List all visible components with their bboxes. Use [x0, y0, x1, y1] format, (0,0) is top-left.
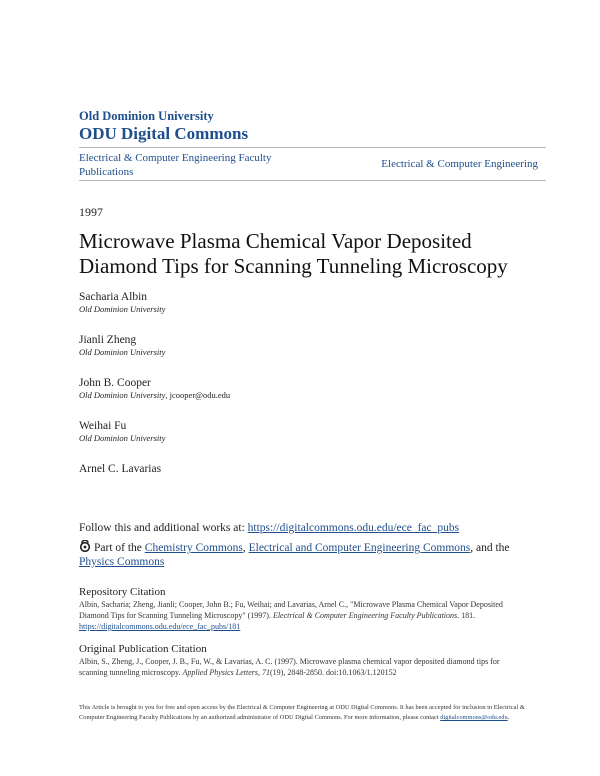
author-email[interactable]: , jcooper@odu.edu	[165, 390, 231, 400]
header-divider-bottom	[79, 180, 546, 181]
access-notice	[79, 703, 545, 723]
original-citation-heading: Original Publication Citation	[79, 643, 207, 655]
repository-citation	[79, 585, 519, 632]
original-citation-text	[79, 656, 519, 678]
department-link[interactable]: Electrical & Computer Engineering	[381, 158, 538, 170]
author-entry	[79, 376, 230, 401]
citation-number: . 181.	[457, 611, 476, 620]
author-entry	[79, 419, 230, 444]
citation-details: (19), 2848-2850. doi:10.1063/1.120152	[270, 668, 397, 677]
author-name[interactable]: Sacharia Albin	[79, 291, 148, 303]
follow-text: Follow this and additional works at:	[79, 522, 248, 534]
citation-body: Albin, S., Zheng, J., Cooper, J. B., Fu, W., & Lavarias, A. C. (1997). Microwave plasma chemical vapor deposited diamond tips for scanning tunneling microscopy.	[79, 657, 500, 677]
physics-commons-link[interactable]: Physics Commons	[79, 556, 165, 568]
author-affiliation: Old Dominion University	[79, 433, 166, 443]
citation-series: Electrical & Computer Engineering Faculty Publications	[272, 611, 458, 620]
article-title: Microwave Plasma Chemical Vapor Deposited Diamond Tips for Scanning Tunneling Microscopy	[79, 229, 508, 278]
author-entry	[79, 462, 230, 476]
citation-body: Albin, Sacharia; Zheng, Jianli; Cooper, John B.; Fu, Weihai; and Lavarias, Arnel C., "Microwave Plasma Chemical Vapor Deposited Diamond Tips for Scanning Tunneling Microscopy" (1997).	[79, 600, 503, 620]
author-affiliation: Old Dominion University	[79, 390, 166, 400]
author-name[interactable]: Jianli Zheng	[79, 334, 137, 346]
author-entry	[79, 333, 230, 358]
university-name: Old Dominion University	[79, 109, 214, 123]
chemistry-commons-link[interactable]: Chemistry Commons	[144, 542, 243, 554]
author-affiliation: Old Dominion University	[79, 304, 166, 314]
contact-email-link[interactable]: digitalcommons@odu.edu	[440, 714, 508, 721]
author-entry	[79, 290, 230, 315]
item-url-link[interactable]: https://digitalcommons.odu.edu/ece_fac_pubs/181	[79, 622, 241, 631]
part-of-separator: ,	[242, 542, 249, 554]
author-name[interactable]: Weihai Fu	[79, 420, 127, 432]
notice-text: This Article is brought to you for free and open access by the Electrical & Computer Engineering at ODU Digital Commons. It has been accepted for inclusion in Electrical & Computer Engineering Faculty Publications by an authorized administrator of ODU Digital Commons. For more information, please contact	[79, 704, 525, 721]
author-name[interactable]: John B. Cooper	[79, 377, 151, 389]
repository-citation-heading: Repository Citation	[79, 586, 166, 598]
publication-year: 1997	[79, 205, 103, 219]
header-divider-top	[79, 147, 546, 148]
collection-link[interactable]: Electrical & Computer Engineering Faculty Publications	[79, 152, 272, 178]
author-list	[79, 290, 230, 494]
follow-line	[79, 521, 459, 536]
citation-journal: Applied Physics Letters, 71	[182, 668, 271, 677]
repository-name[interactable]: ODU Digital Commons	[79, 124, 249, 143]
notice-end: .	[507, 714, 510, 721]
part-of-line	[79, 540, 519, 569]
author-affiliation: Old Dominion University	[79, 347, 166, 357]
repository-header	[79, 109, 248, 144]
collection-url-link[interactable]: https://digitalcommons.odu.edu/ece_fac_pubs	[247, 522, 460, 534]
open-access-icon	[79, 540, 91, 552]
author-name[interactable]: Arnel C. Lavarias	[79, 463, 162, 475]
part-of-prefix: Part of the	[94, 542, 145, 554]
repository-citation-text	[79, 599, 519, 632]
part-of-separator: , and the	[470, 542, 510, 554]
ece-commons-link[interactable]: Electrical and Computer Engineering Commons	[248, 542, 471, 554]
original-citation	[79, 642, 519, 678]
